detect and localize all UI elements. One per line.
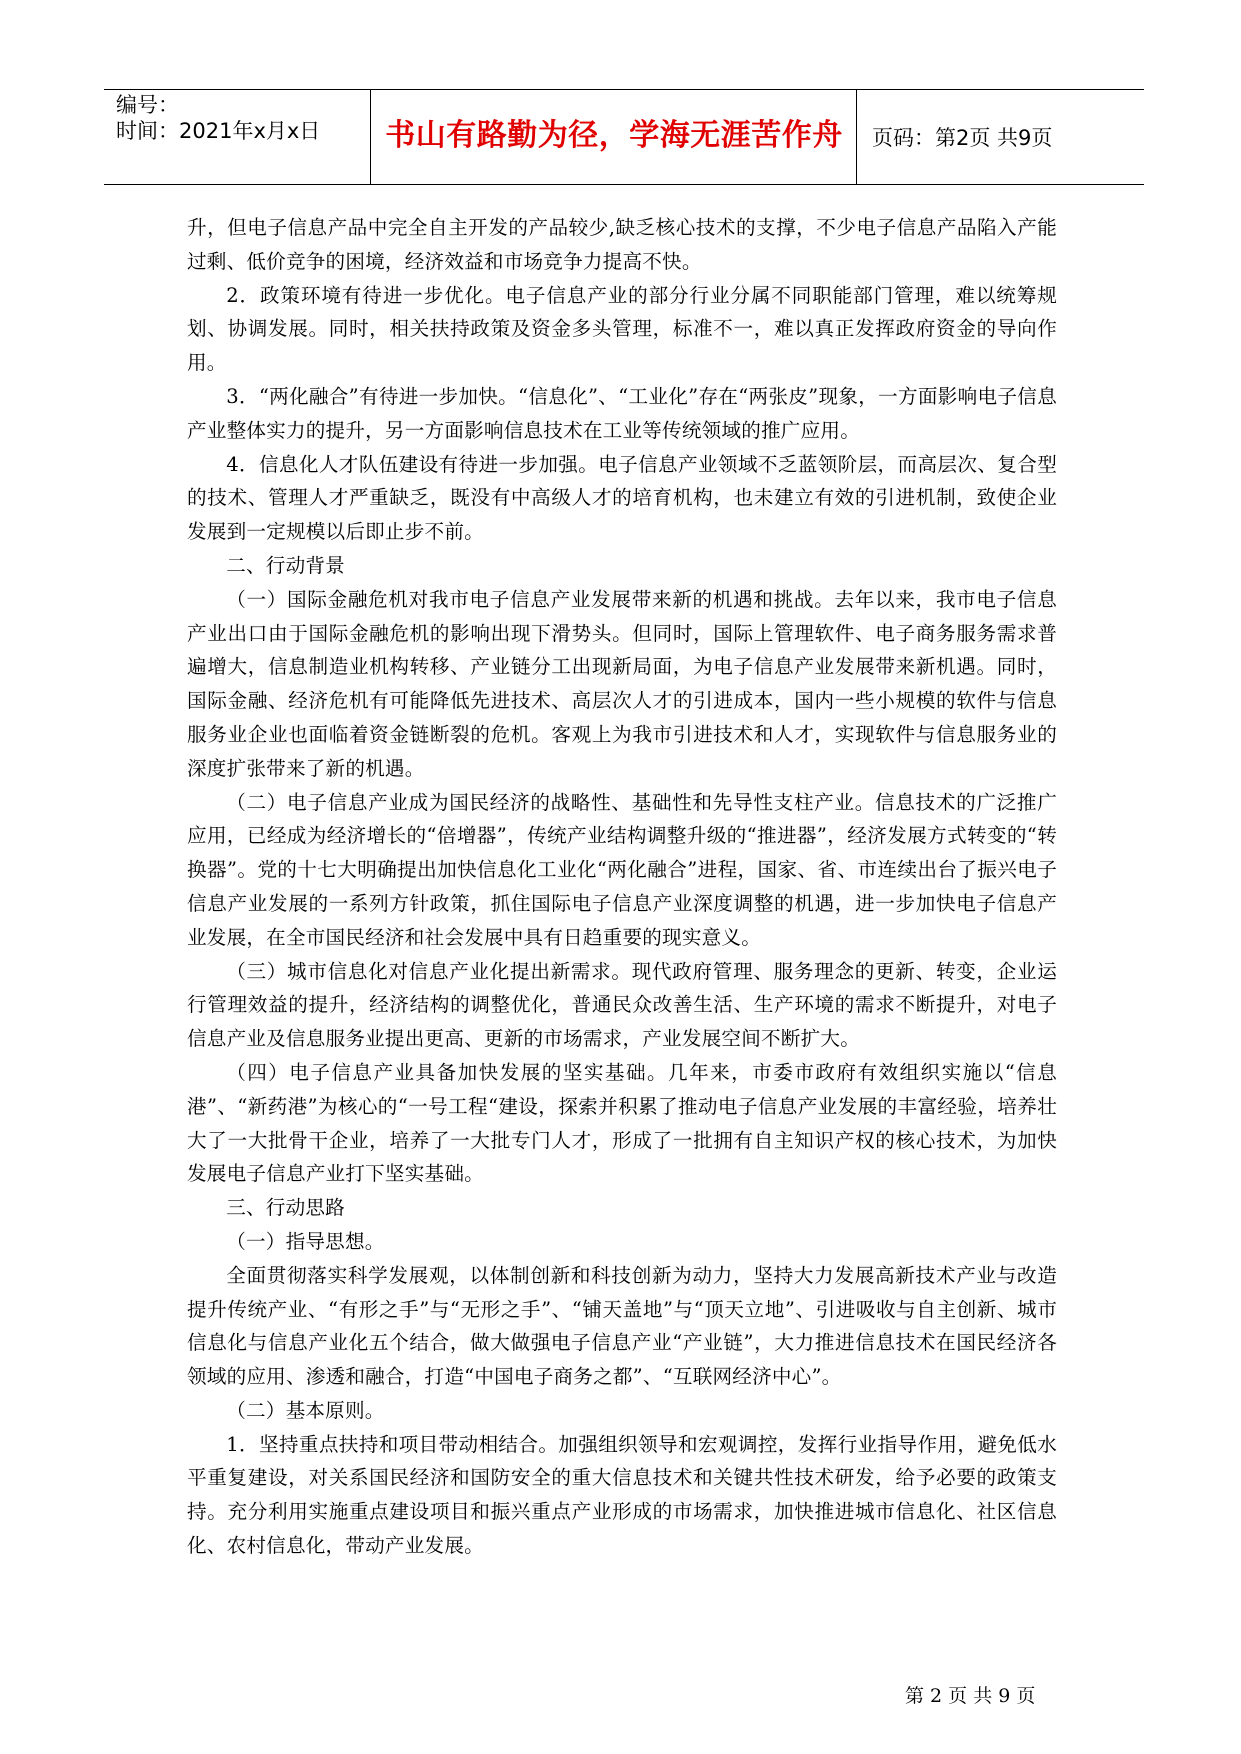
document-body — [187, 211, 1057, 1563]
paragraph: 3．“两化融合”有待进一步加快。“信息化”、“工业化”存在“两张皮”现象，一方面影响电子信息产业整体实力的提升，另一方面影响信息技术在工业等传统领域的推广应用。 — [187, 384, 1057, 442]
paragraph: （一）国际金融危机对我市电子信息产业发展带来新的机遇和挑战。去年以来，我市电子信息产业出口由于国际金融危机的影响出现下滑势头。但同时，国际上管理软件、电子商务服务需求普遍增大，信息制造业机构转移、产业链分工出现新局面，为电子信息产业发展带来新机遇。同时，国际金融、经济危机有可能降低先进技术、高层次人才的引进成本，国内一些小规模的软件与信息服务业企业也面临着资金链断裂的危机。客观上为我市引进技术和人才，实现软件与信息服务业的深度扩张带来了新的机遇。 — [187, 587, 1057, 780]
section-heading: 二、行动背景 — [226, 553, 345, 577]
page-header — [104, 89, 1144, 185]
paragraph: （三）城市信息化对信息产业化提出新需求。现代政府管理、服务理念的更新、转变，企业运行管理效益的提升，经济结构的调整优化，普通民众改善生活、生产环境的需求不断提升，对电子信息产业及信息服务业提出更高、更新的市场需求，产业发展空间不断扩大。 — [187, 959, 1057, 1051]
header-motto: 书山有路勤为径，学海无涯苦作舟 — [385, 118, 843, 153]
subsection-heading: （一）指导思想。 — [226, 1229, 385, 1253]
paragraph: 升，但电子信息产品中完全自主开发的产品较少,缺乏核心技术的支撑，不少电子信息产品陷入产能过剩、低价竞争的困境，经济效益和市场竞争力提高不快。 — [187, 216, 1057, 273]
paragraph: 1．坚持重点扶持和项目带动相结合。加强组织领导和宏观调控，发挥行业指导作用，避免低水平重复建设，对关系国民经济和国防安全的重大信息技术和关键共性技术研发，给予必要的政策支持。充分利用实施重点建设项目和振兴重点产业形成的市场需求，加快推进城市信息化、社区信息化、农村信息化，带动产业发展。 — [187, 1432, 1057, 1558]
subsection-heading: （二）基本原则。 — [226, 1398, 385, 1422]
paragraph: 2．政策环境有待进一步优化。电子信息产业的部分行业分属不同职能部门管理，难以统筹规划、协调发展。同时，相关扶持政策及资金多头管理，标准不一，难以真正发挥政府资金的导向作用。 — [187, 283, 1057, 375]
paragraph: 全面贯彻落实科学发展观，以体制创新和科技创新为动力，坚持大力发展高新技术产业与改造提升传统产业、“有形之手”与“无形之手”、“铺天盖地”与“顶天立地”、引进吸收与自主创新、城市信息化与信息产业化五个结合，做大做强电子信息产业“产业链”，大力推进信息技术在国民经济各领域的应用、渗透和融合，打造“中国电子商务之都”、“互联网经济中心”。 — [187, 1263, 1057, 1389]
header-divider-right — [856, 90, 857, 184]
paragraph: （二）电子信息产业成为国民经济的战略性、基础性和先导性支柱产业。信息技术的广泛推广应用，已经成为经济增长的“倍增器”，传统产业结构调整升级的“推进器”，经济发展方式转变的“转换器”。党的十七大明确提出加快信息化工业化“两化融合”进程，国家、省、市连续出台了振兴电子信息产业发展的一系列方针政策，抓住国际电子信息产业深度调整的机遇，进一步加快电子信息产业发展，在全市国民经济和社会发展中具有日趋重要的现实意义。 — [187, 790, 1057, 949]
header-divider-left — [370, 90, 371, 184]
paragraph: （四）电子信息产业具备加快发展的坚实基础。几年来，市委市政府有效组织实施以“信息港”、“新药港”为核心的“一号工程“建设，探索并积累了推动电子信息产业发展的丰富经验，培养壮大了一大批骨干企业，培养了一大批专门人才，形成了一批拥有自主知识产权的核心技术，为加快发展电子信息产业打下坚实基础。 — [187, 1060, 1057, 1186]
header-page-number: 页码：第2页 共9页 — [872, 126, 1053, 150]
document-time: 时间：2021年x月x日 — [116, 119, 321, 143]
header-meta — [116, 92, 320, 144]
section-heading: 三、行动思路 — [226, 1196, 345, 1220]
paragraph: 4．信息化人才队伍建设有待进一步加强。电子信息产业领域不乏蓝领阶层，而高层次、复合型的技术、管理人才严重缺乏，既没有中高级人才的培育机构，也未建立有效的引进机制，致使企业发展到一定规模以后即止步不前。 — [187, 452, 1057, 544]
document-number: 编号： — [116, 93, 179, 117]
page-footer: 第 2 页 共 9 页 — [905, 1685, 1036, 1707]
